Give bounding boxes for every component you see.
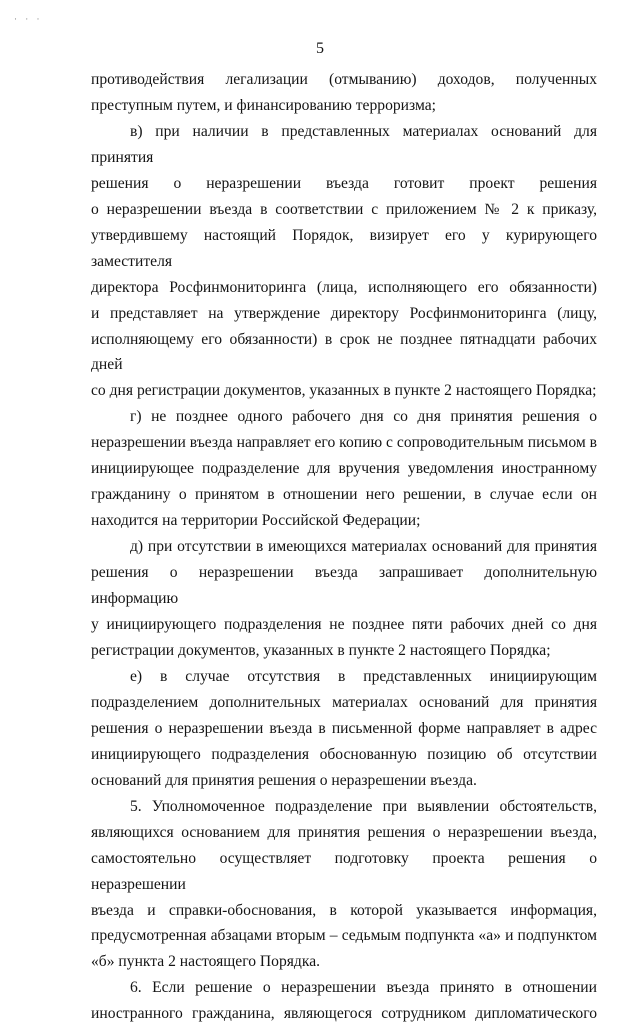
paragraph-clause-5 xyxy=(91,794,597,976)
text-line: неразрешении въезда направляет его копию с сопроводительным письмом в xyxy=(91,434,597,452)
text-line: в) при наличии в представленных материалах оснований для принятия xyxy=(91,122,597,166)
text-line: противодействия легализации (отмыванию) доходов, полученных xyxy=(91,71,597,88)
text-line: 5. Уполномоченное подразделение при выявлении обстоятельств, xyxy=(130,797,597,815)
text-line: гражданину о принятом в отношении него решении, в случае если он xyxy=(91,486,597,504)
text-line: со дня регистрации документов, указанных в пункте 2 настоящего Порядка; xyxy=(91,382,597,400)
text-line: и представляет на утверждение директору Росфинмониторинга (лицу, xyxy=(91,304,597,322)
text-line: г) не позднее одного рабочего дня со дня принятия решения о xyxy=(130,408,597,426)
text-line: утвердившему настоящий Порядок, визирует его у курирующего заместителя xyxy=(91,226,597,270)
text-line: 6. Если решение о неразрешении въезда принято в отношении xyxy=(130,979,597,997)
text-line: д) при отсутствии в имеющихся материалах оснований для принятия xyxy=(130,538,597,556)
scan-marks: · · · xyxy=(14,14,43,24)
paragraph-item-e xyxy=(91,664,597,794)
text-line: находится на территории Российской Федерации; xyxy=(91,512,421,530)
text-line: решения о неразрешении въезда в письменной форме направляет в адрес xyxy=(91,719,597,737)
paragraph-item-g xyxy=(91,404,597,534)
page-number: 5 xyxy=(316,40,324,57)
text-line: инициирующее подразделение для вручения уведомления иностранному xyxy=(91,460,597,478)
paragraph-continuation xyxy=(91,67,597,119)
text-line: «б» пункта 2 настоящего Порядка. xyxy=(91,953,321,971)
paragraph-item-v xyxy=(91,119,597,404)
text-line: преступным путем, и финансированию терроризма; xyxy=(91,96,436,114)
text-line: въезда и справки-обоснования, в которой указывается информация, xyxy=(91,901,597,919)
text-line: оснований для принятия решения о неразрешении въезда. xyxy=(91,771,477,789)
document-body xyxy=(91,67,597,1027)
text-line: инициирующего подразделения обоснованную позицию об отсутствии xyxy=(91,745,597,763)
text-line: директора Росфинмониторинга (лица, исполняющего его обязанности) xyxy=(91,278,597,296)
text-line: у инициирующего подразделения не позднее пяти рабочих дней со дня xyxy=(91,616,597,634)
paragraph-clause-6 xyxy=(91,975,597,1027)
text-line: решения о неразрешении въезда запрашивает дополнительную информацию xyxy=(91,564,597,608)
paragraph-item-d xyxy=(91,534,597,664)
text-line: решения о неразрешении въезда готовит проект решения xyxy=(91,174,597,192)
text-line: е) в случае отсутствия в представленных инициирующим xyxy=(130,667,597,685)
text-line: самостоятельно осуществляет подготовку проекта решения о неразрешении xyxy=(91,849,597,893)
text-line: о неразрешении въезда в соответствии с приложением № 2 к приказу, xyxy=(91,200,597,218)
text-line: предусмотренная абзацами вторым – седьмым подпункта «а» и подпунктом xyxy=(91,927,597,945)
text-line: иностранного гражданина, являющегося сотрудником дипломатического xyxy=(91,1005,597,1023)
text-line: являющихся основанием для принятия решения о неразрешении въезда, xyxy=(91,823,597,841)
text-line: регистрации документов, указанных в пункте 2 настоящего Порядка; xyxy=(91,641,551,659)
text-line: исполняющему его обязанности) в срок не позднее пятнадцати рабочих дней xyxy=(91,330,597,374)
text-line: подразделением дополнительных материалах оснований для принятия xyxy=(91,693,597,711)
